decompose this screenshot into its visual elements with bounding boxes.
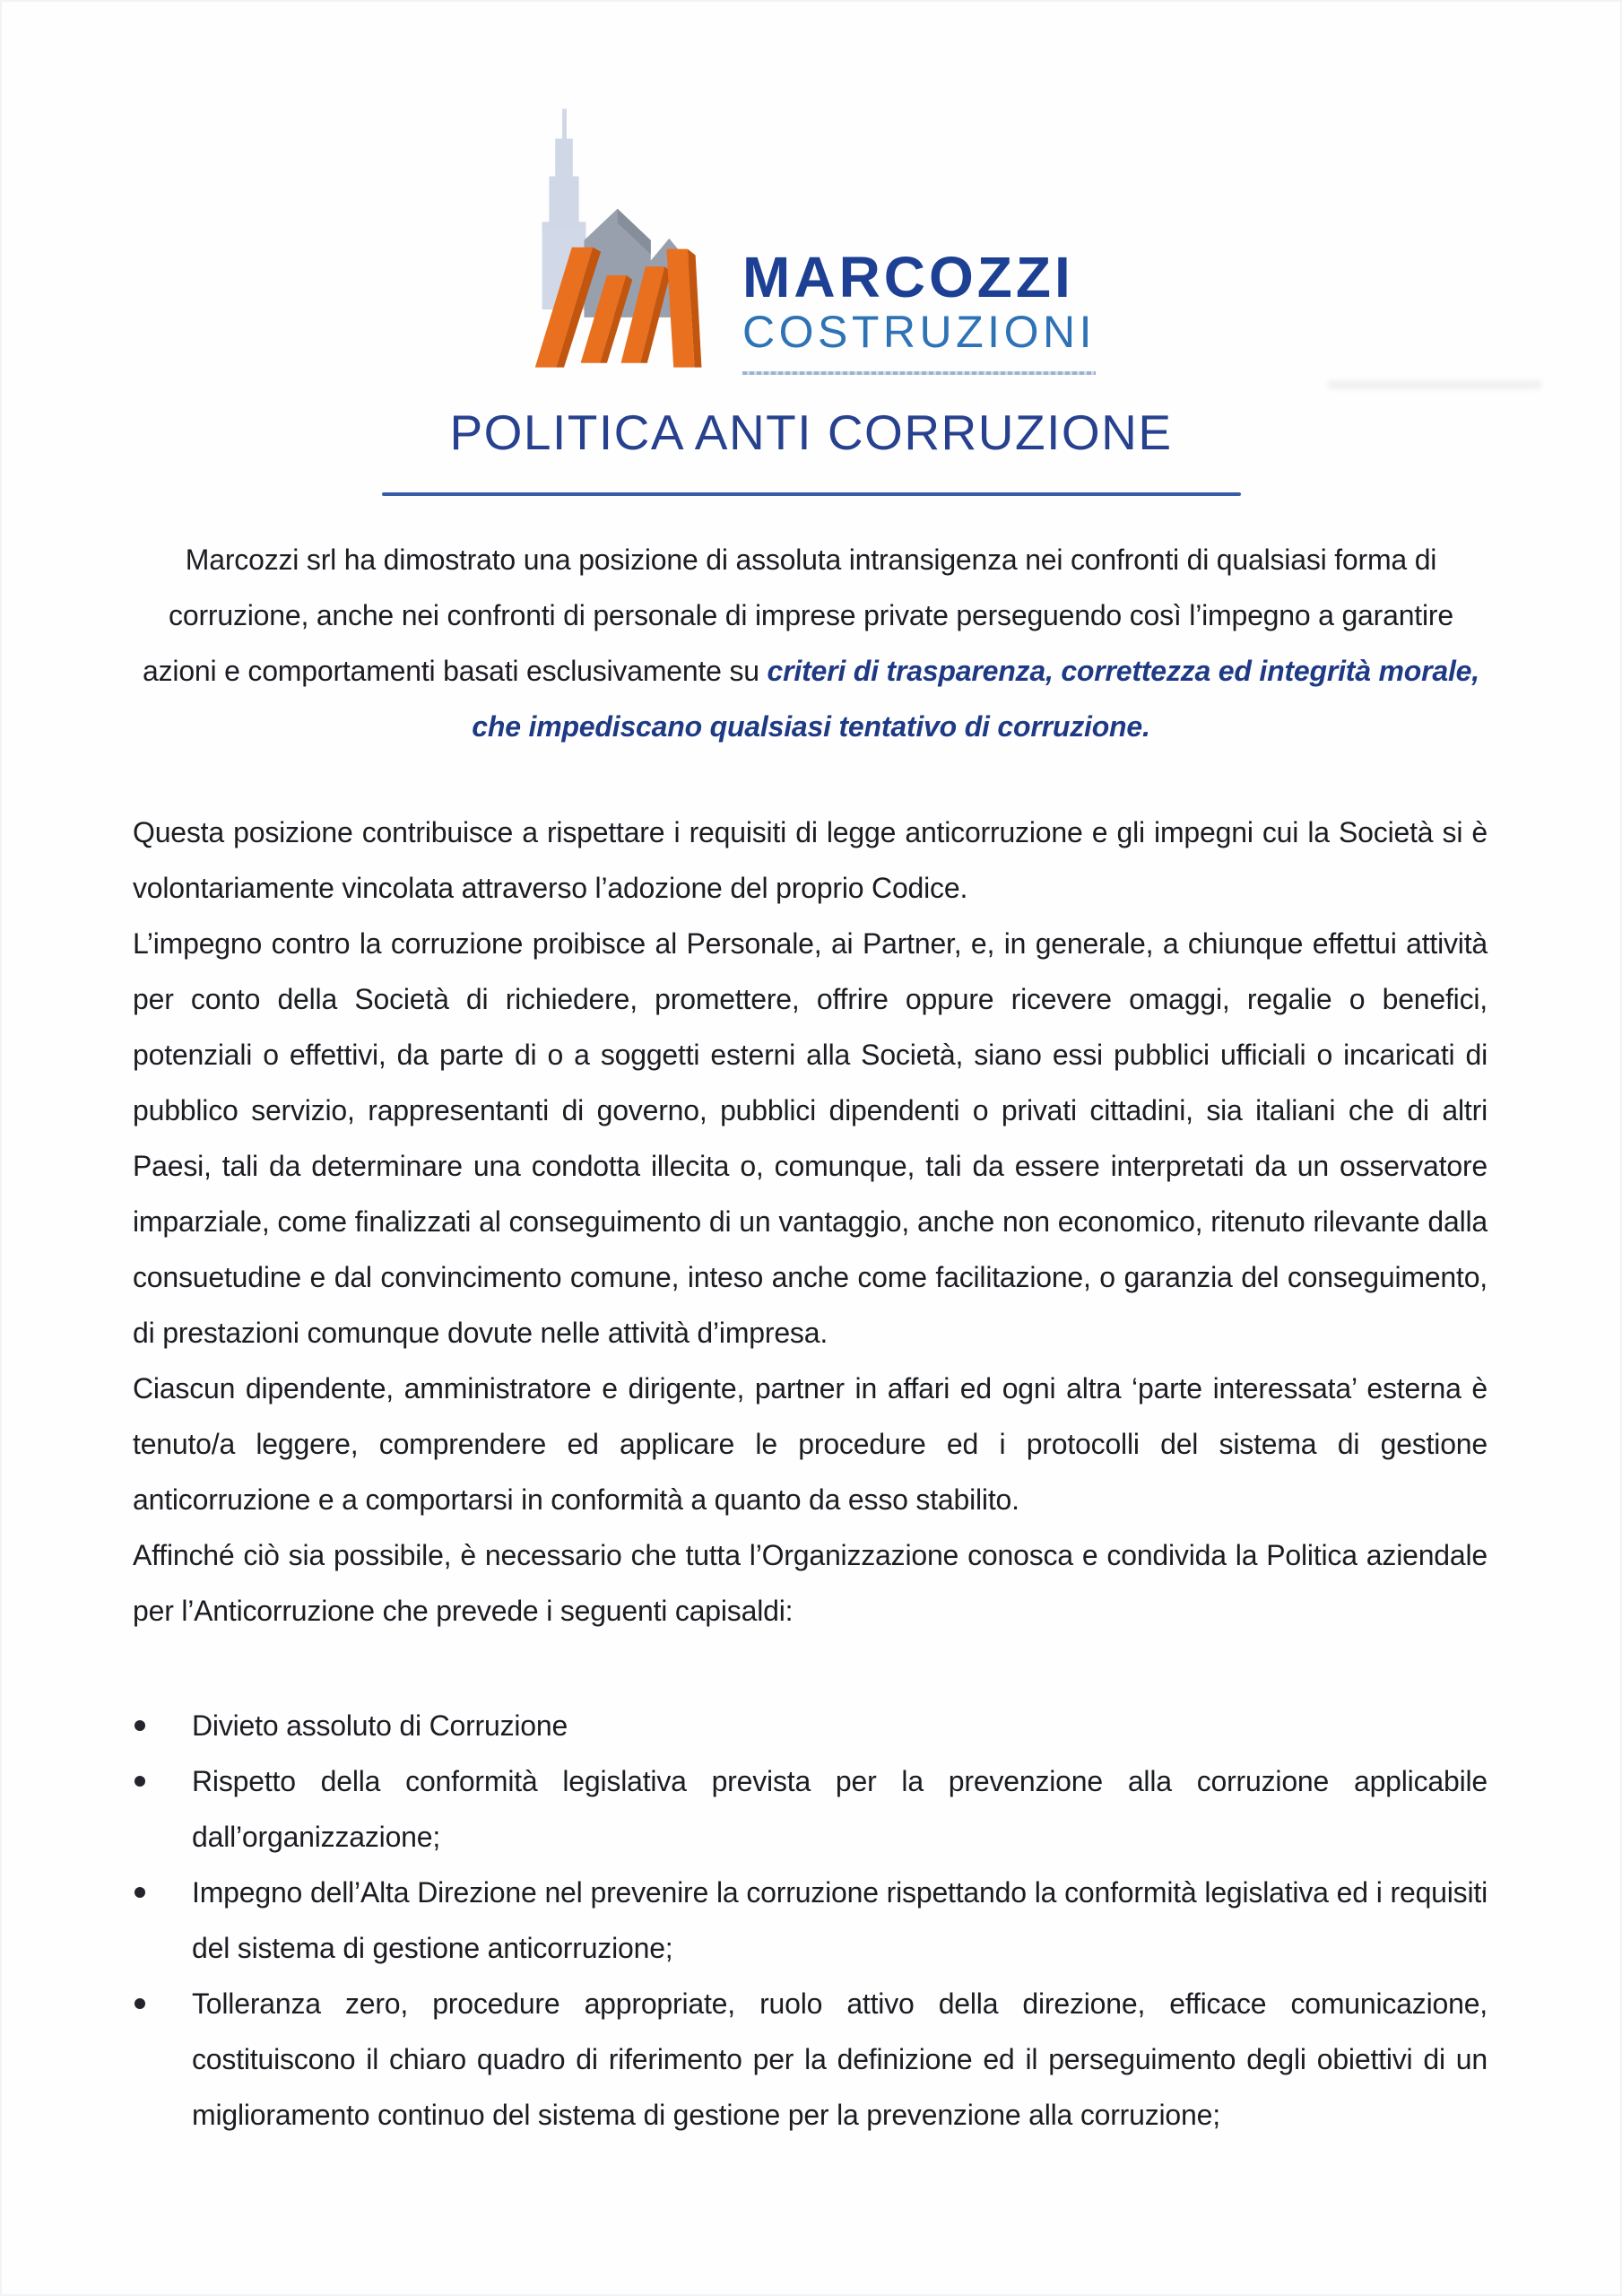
intro-text: Marcozzi srl ha dimostrato una posizione di assoluta intransigenza nei confronti di qualsiasi forma di corruzione, anche nei confronti di personale di imprese private perseguendo così l’impegno a garantire azioni e comportamenti basati esclusivamente su bbox=[143, 543, 1453, 687]
scan-artifact bbox=[1327, 380, 1542, 389]
paragraph-parti-interessate: Ciascun dipendente, amministratore e dirigente, partner in affari ed ogni altra ‘parte interessata’ esterna è tenuto/a leggere, comprendere ed applicare le procedure ed i protocolli del sistema di gestione anticorruzione e a comportarsi in conformità a quanto da esso stabilito. bbox=[133, 1371, 1488, 1516]
list-item bbox=[133, 1753, 1488, 1865]
list-item-text: Tolleranza zero, procedure appropriate, ruolo attivo della direzione, efficace comunicazione, costituiscono il chiaro quadro di riferimento per la definizione ed il perseguimento degli obiettivi di un miglioramento continuo del sistema di gestione per la prevenzione alla corruzione; bbox=[192, 1987, 1488, 2131]
bullet-icon bbox=[134, 1720, 145, 1731]
logo-mark-icon bbox=[526, 97, 719, 375]
list-item bbox=[133, 1698, 1488, 1753]
intro-paragraph bbox=[139, 532, 1484, 754]
paragraph-codice: Questa posizione contribuisce a rispettare i requisiti di legge anticorruzione e gli impegni cui la Società si è volontariamente vincolata attraverso l’adozione del proprio Codice. bbox=[133, 815, 1488, 904]
intro-emphasis: criteri di trasparenza, correttezza ed integrità morale, che impediscano qualsiasi tentativo di corruzione. bbox=[472, 654, 1479, 743]
brand-underline bbox=[742, 371, 1096, 375]
list-item-text: Divieto assoluto di Corruzione bbox=[192, 1709, 568, 1742]
bullet-icon bbox=[134, 1776, 145, 1787]
company-logo bbox=[0, 0, 1622, 375]
body-text bbox=[133, 804, 1488, 1639]
bullet-icon bbox=[134, 1887, 145, 1898]
capisaldi-list bbox=[133, 1698, 1488, 2143]
list-item bbox=[133, 1865, 1488, 1976]
paragraph-impegno: L’impegno contro la corruzione proibisce al Personale, ai Partner, e, in generale, a chiunque effettui attività per conto della Società di richiedere, promettere, offrire oppure ricevere omaggi, regalie o benefici, potenziali o effettivi, da parte di o a soggetti esterni alla Società, siano essi pubblici ufficiali o incaricati di pubblico servizio, rappresentanti di governo, pubblici dipendenti o privati cittadini, sia italiani che di altri Paesi, tali da determinare una condotta illecita o, comunque, tali da essere interpretati da un osservatore imparziale, come finalizzati al conseguimento di un vantaggio, anche non economico, ritenuto rilevante dalla consuetudine e dal convincimento comune, inteso anche come facilitazione, o garanzia del conseguimento, di prestazioni comunque dovute nelle attività d’impresa. bbox=[133, 926, 1488, 1349]
list-item-text: Impegno dell’Alta Direzione nel prevenire la corruzione rispettando la conformità legislativa ed i requisiti del sistema di gestione anticorruzione; bbox=[192, 1875, 1488, 1964]
title-divider bbox=[382, 492, 1241, 496]
list-item bbox=[133, 1976, 1488, 2143]
list-item-text: Rispetto della conformità legislativa prevista per la prevenzione alla corruzione applicabile dall’organizzazione; bbox=[192, 1764, 1488, 1853]
brand-name: MARCOZZI bbox=[742, 245, 1074, 309]
bullet-icon bbox=[134, 1998, 145, 2009]
brand-wordmark bbox=[742, 245, 1096, 375]
page-title: POLITICA ANTI CORRUZIONE bbox=[449, 404, 1173, 460]
brand-subtitle: COSTRUZIONI bbox=[742, 307, 1096, 357]
paragraph-capisaldi-lead: Affinché ciò sia possibile, è necessario che tutta l’Organizzazione conosca e condivida la Politica aziendale per l’Anticorruzione che prevede i seguenti capisaldi: bbox=[133, 1538, 1488, 1627]
